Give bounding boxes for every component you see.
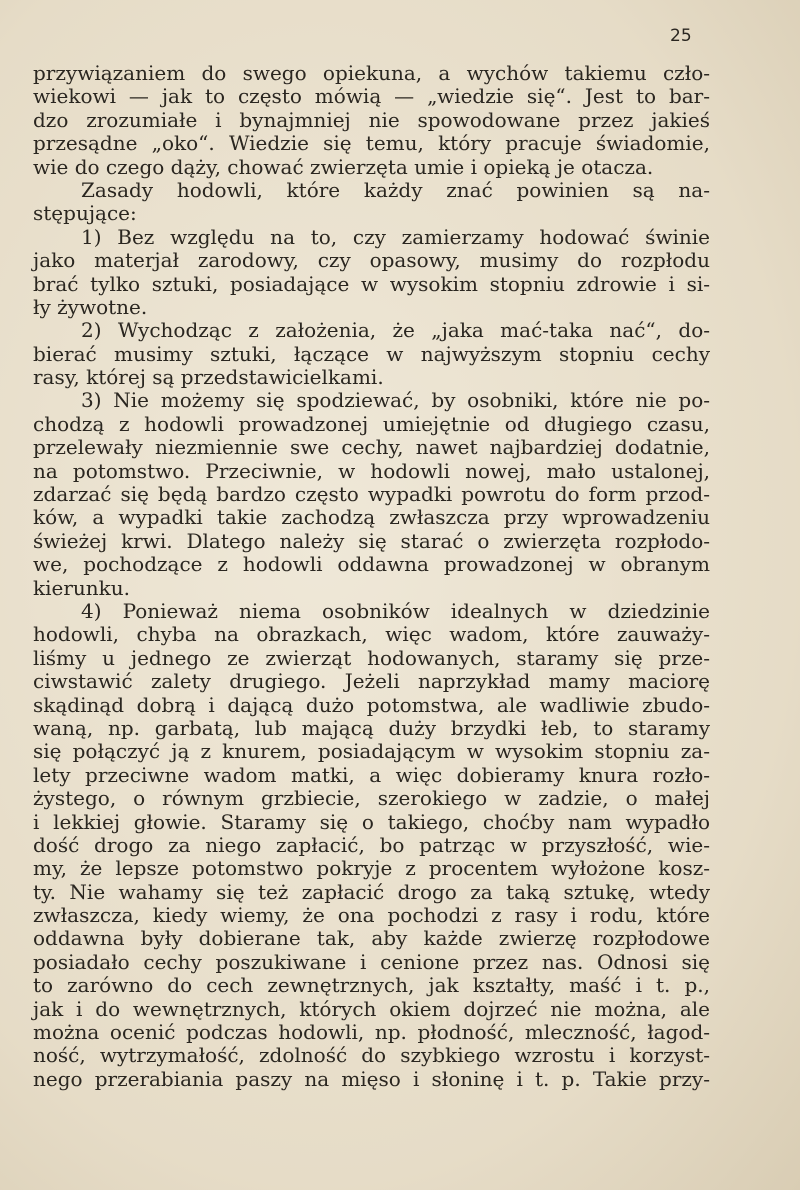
text-line: rasy, której są przedstawicielkami. xyxy=(33,365,384,390)
text-line: 3) Nie możemy się spodziewać, by osobniki, które nie po- xyxy=(81,388,710,413)
text-line: hodowli, chyba na obrazkach, więc wadom, które zauważy- xyxy=(33,622,710,647)
text-line: brać tylko sztuki, posiadające w wysokim stopniu zdrowie i si- xyxy=(33,271,710,296)
text-line: zwłaszcza, kiedy wiemy, że ona pochodzi z rasy i rodu, które xyxy=(33,903,710,928)
text-line: nego przerabiania paszy na mięso i słoninę i t. p. Takie przy- xyxy=(33,1066,710,1091)
text-line: jak i do wewnętrznych, których okiem dojrzeć nie można, ale xyxy=(33,996,710,1021)
text-line: na potomstwo. Przeciwnie, w hodowli nowej, mało ustalonej, xyxy=(33,458,710,483)
text-line: się połączyć ją z knurem, posiadającym w wysokim stopniu za- xyxy=(33,739,710,764)
text-line: posiadało cechy poszukiwane i cenione przez nas. Odnosi się xyxy=(33,949,710,974)
text-line: jako materjał zarodowy, czy opasowy, musimy do rozpłodu xyxy=(33,248,710,273)
text-line: 1) Bez względu na to, czy zamierzamy hodować świnie xyxy=(81,224,710,249)
text-line: waną, np. garbatą, lub mającą duży brzydki łeb, to staramy xyxy=(33,715,710,740)
text-line: wie do czego dąży, chować zwierzęta umie i opieką je otacza. xyxy=(33,154,654,179)
text-line: przelewały niezmiennie swe cechy, nawet najbardziej dodatnie, xyxy=(33,435,710,460)
text-line: można ocenić podczas hodowli, np. płodność, mleczność, łagod- xyxy=(33,1020,710,1045)
text-line: ciwstawić zalety drugiego. Jeżeli naprzykład mamy maciorę xyxy=(33,669,710,694)
text-line: ność, wytrzymałość, zdolność do szybkiego wzrostu i korzyst- xyxy=(33,1043,710,1068)
text-line: żystego, o równym grzbiecie, szerokiego w zadzie, o małej xyxy=(33,786,710,811)
text-line: my, że lepsze potomstwo pokryje z procentem wyłożone kosz- xyxy=(33,856,710,881)
text-line: Zasady hodowli, które każdy znać powinien są na- xyxy=(81,177,710,202)
text-line: stępujące: xyxy=(33,201,137,226)
page-number: 25 xyxy=(670,26,692,46)
text-line: chodzą z hodowli prowadzonej umiejętnie od długiego czasu, xyxy=(33,411,710,436)
text-line: bierać musimy sztuki, łączące w najwyższym stopniu cechy xyxy=(33,341,710,366)
text-line: ty. Nie wahamy się też zapłacić drogo za taką sztukę, wtedy xyxy=(33,879,710,904)
text-line: zdarzać się będą bardzo często wypadki powrotu do form przod- xyxy=(33,482,710,507)
text-line: lety przeciwne wadom matki, a więc dobieramy knura rozło- xyxy=(33,762,710,787)
text-line: i lekkiej głowie. Staramy się o takiego, choćby nam wypadło xyxy=(33,809,710,834)
text-line: 4) Ponieważ niema osobników idealnych w dziedzinie xyxy=(81,598,710,623)
text-line: we, pochodzące z hodowli oddawna prowadzonej w obranym xyxy=(33,552,710,577)
text-line: wiekowi — jak to często mówią — „wiedzie się“. Jest to bar- xyxy=(33,84,710,109)
text-line: 2) Wychodząc z założenia, że „jaka mać-taka nać“, do- xyxy=(81,318,710,343)
text-line: przywiązaniem do swego opiekuna, a wychów takiemu czło- xyxy=(33,61,710,85)
text-line: dzo zrozumiałe i bynajmniej nie spowodowane przez jakieś xyxy=(33,107,710,132)
page-text xyxy=(33,62,710,1091)
text-line: skądinąd dobrą i dającą dużo potomstwa, ale wadliwie zbudo- xyxy=(33,692,710,717)
text-line: kierunku. xyxy=(33,575,131,600)
text-line: liśmy u jednego ze zwierząt hodowanych, staramy się prze- xyxy=(33,645,710,670)
text-line: ków, a wypadki takie zachodzą zwłaszcza przy wprowadzeniu xyxy=(33,505,710,530)
text-line: ły żywotne. xyxy=(33,294,148,319)
text-line: dość drogo za niego zapłacić, bo patrząc w przyszłość, wie- xyxy=(33,832,710,857)
text-line: oddawna były dobierane tak, aby każde zwierzę rozpłodowe xyxy=(33,926,710,951)
text-line: przesądne „oko“. Wiedzie się temu, który pracuje świadomie, xyxy=(33,131,710,156)
text-line: świeżej krwi. Dlatego należy się starać o zwierzęta rozpłodo- xyxy=(33,528,710,553)
text-line: to zarówno do cech zewnętrznych, jak kształty, maść i t. p., xyxy=(33,973,710,998)
